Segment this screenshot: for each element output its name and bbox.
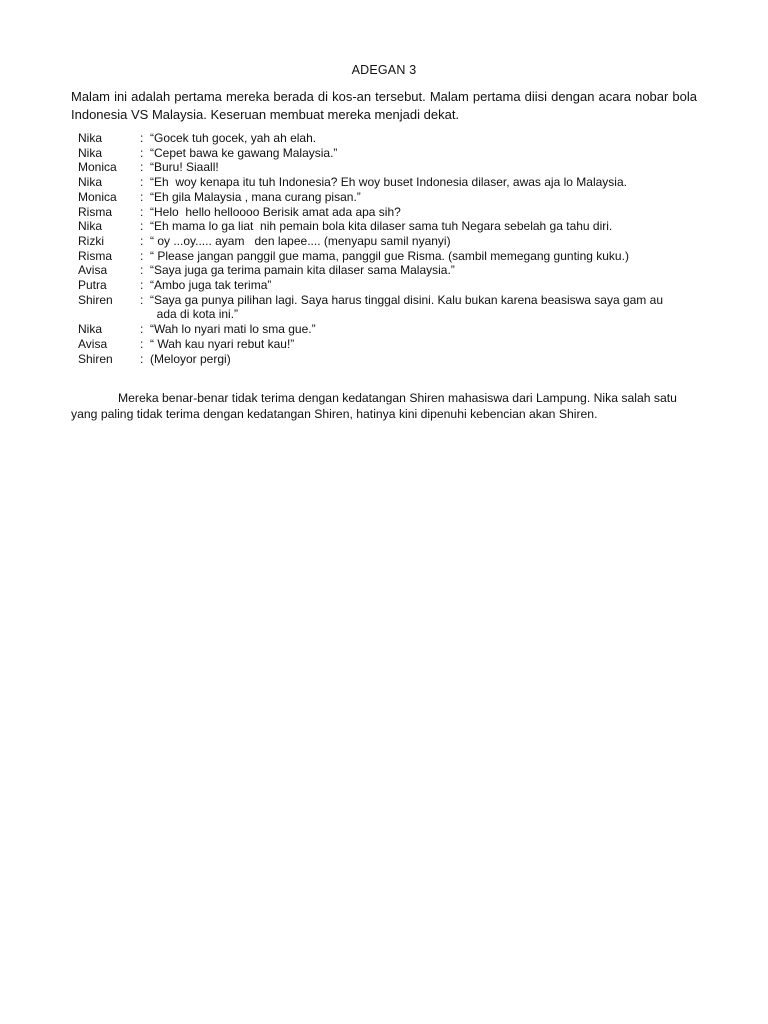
dialogue-line [78,352,690,367]
speaker-colon: : [140,204,144,219]
speaker-colon: : [140,351,144,366]
speech-text: “Eh woy kenapa itu tuh Indonesia? Eh woy buset Indonesia dilaser, awas aja lo Malaysia. [150,175,627,190]
speaker-colon: : [140,248,144,263]
narration-paragraph: Mereka benar-benar tidak terima dengan kedatangan Shiren mahasiswa dari Lampung. Nika salah satu yang paling tidak terima dengan kedatangan Shiren, hatinya kini dipenuhi kebencian akan Shiren. [71,391,677,421]
speaker-colon: : [140,322,144,337]
speaker-colon: : [140,131,144,145]
speech-text: “Buru! Siaall! [150,160,219,175]
speech-text: “Ambo juga tak terima” [150,278,272,293]
dialogue-line [78,175,690,190]
dialogue-line [78,190,690,205]
speech-text: “Wah lo nyari mati lo sma gue.” [150,322,316,337]
speaker-colon: : [140,145,144,160]
speech-text: “Eh mama lo ga liat nih pemain bola kita dilaser sama tuh Negara sebelah ga tahu diri. [150,219,613,234]
dialogue-line [78,263,690,278]
speaker-name: Shiren [78,292,113,307]
speech-text: “Eh gila Malaysia , mana curang pisan.” [150,189,361,204]
speaker-name: Monica [78,189,117,204]
speech-text: “ oy ...oy..... ayam den lapee.... (menyapu samil nyanyi) [150,233,451,248]
dialogue-line [78,131,690,146]
speaker-name: Nika [78,322,103,337]
speaker-name: Shiren [78,351,113,366]
speech-text: “ Wah kau nyari rebut kau!” [150,336,295,351]
intro-paragraph: Malam ini adalah pertama mereka berada di kos-an tersebut. Malam pertama diisi dengan acara nobar bola Indonesia VS Malaysia. Keseruan membuat mereka menjadi dekat. [71,89,697,122]
speaker-name: Avisa [78,263,108,278]
speaker-name: Risma [78,248,113,263]
speech-text: “Helo hello helloooo Berisik amat ada apa sih? [150,204,401,219]
speaker-colon: : [140,278,144,293]
speaker-colon: : [140,292,144,307]
dialogue-line [78,293,690,322]
dialogue-line [78,322,690,337]
speaker-name: Monica [78,160,117,175]
speaker-colon: : [140,189,144,204]
speech-text: “Gocek tuh gocek, yah ah elah. [150,131,317,145]
speech-text: “Cepet bawa ke gawang Malaysia.” [150,145,338,160]
speaker-name: Nika [78,175,103,190]
speaker-colon: : [140,263,144,278]
speaker-colon: : [140,160,144,175]
speaker-name: Risma [78,204,113,219]
speech-text: (Meloyor pergi) [150,351,231,366]
speaker-name: Putra [78,278,107,293]
scene-title: ADEGAN 3 [351,63,417,77]
dialogue-line [78,146,690,161]
dialogue-line [78,219,690,234]
speaker-colon: : [140,233,144,248]
dialogue-line [78,249,690,264]
dialogue-list [78,131,690,366]
dialogue-line [78,234,690,249]
speaker-colon: : [140,336,144,351]
speech-text: “Saya juga ga terima pamain kita dilaser sama Malaysia.” [150,263,455,278]
speaker-name: Avisa [78,336,108,351]
dialogue-line [78,337,690,352]
dialogue-line [78,205,690,220]
speaker-name: Nika [78,219,103,234]
dialogue-line [78,160,690,175]
speaker-colon: : [140,219,144,234]
speaker-name: Nika [78,131,103,145]
speech-text: “Saya ga punya pilihan lagi. Saya harus tinggal disini. Kalu bukan karena beasiswa saya gam au ada di kota ini.” [150,292,663,322]
speech-text: “ Please jangan panggil gue mama, panggil gue Risma. (sambil memegang gunting kuku.) [150,248,629,263]
speaker-name: Nika [78,145,103,160]
speaker-colon: : [140,175,144,190]
dialogue-line [78,278,690,293]
speaker-name: Rizki [78,233,104,248]
